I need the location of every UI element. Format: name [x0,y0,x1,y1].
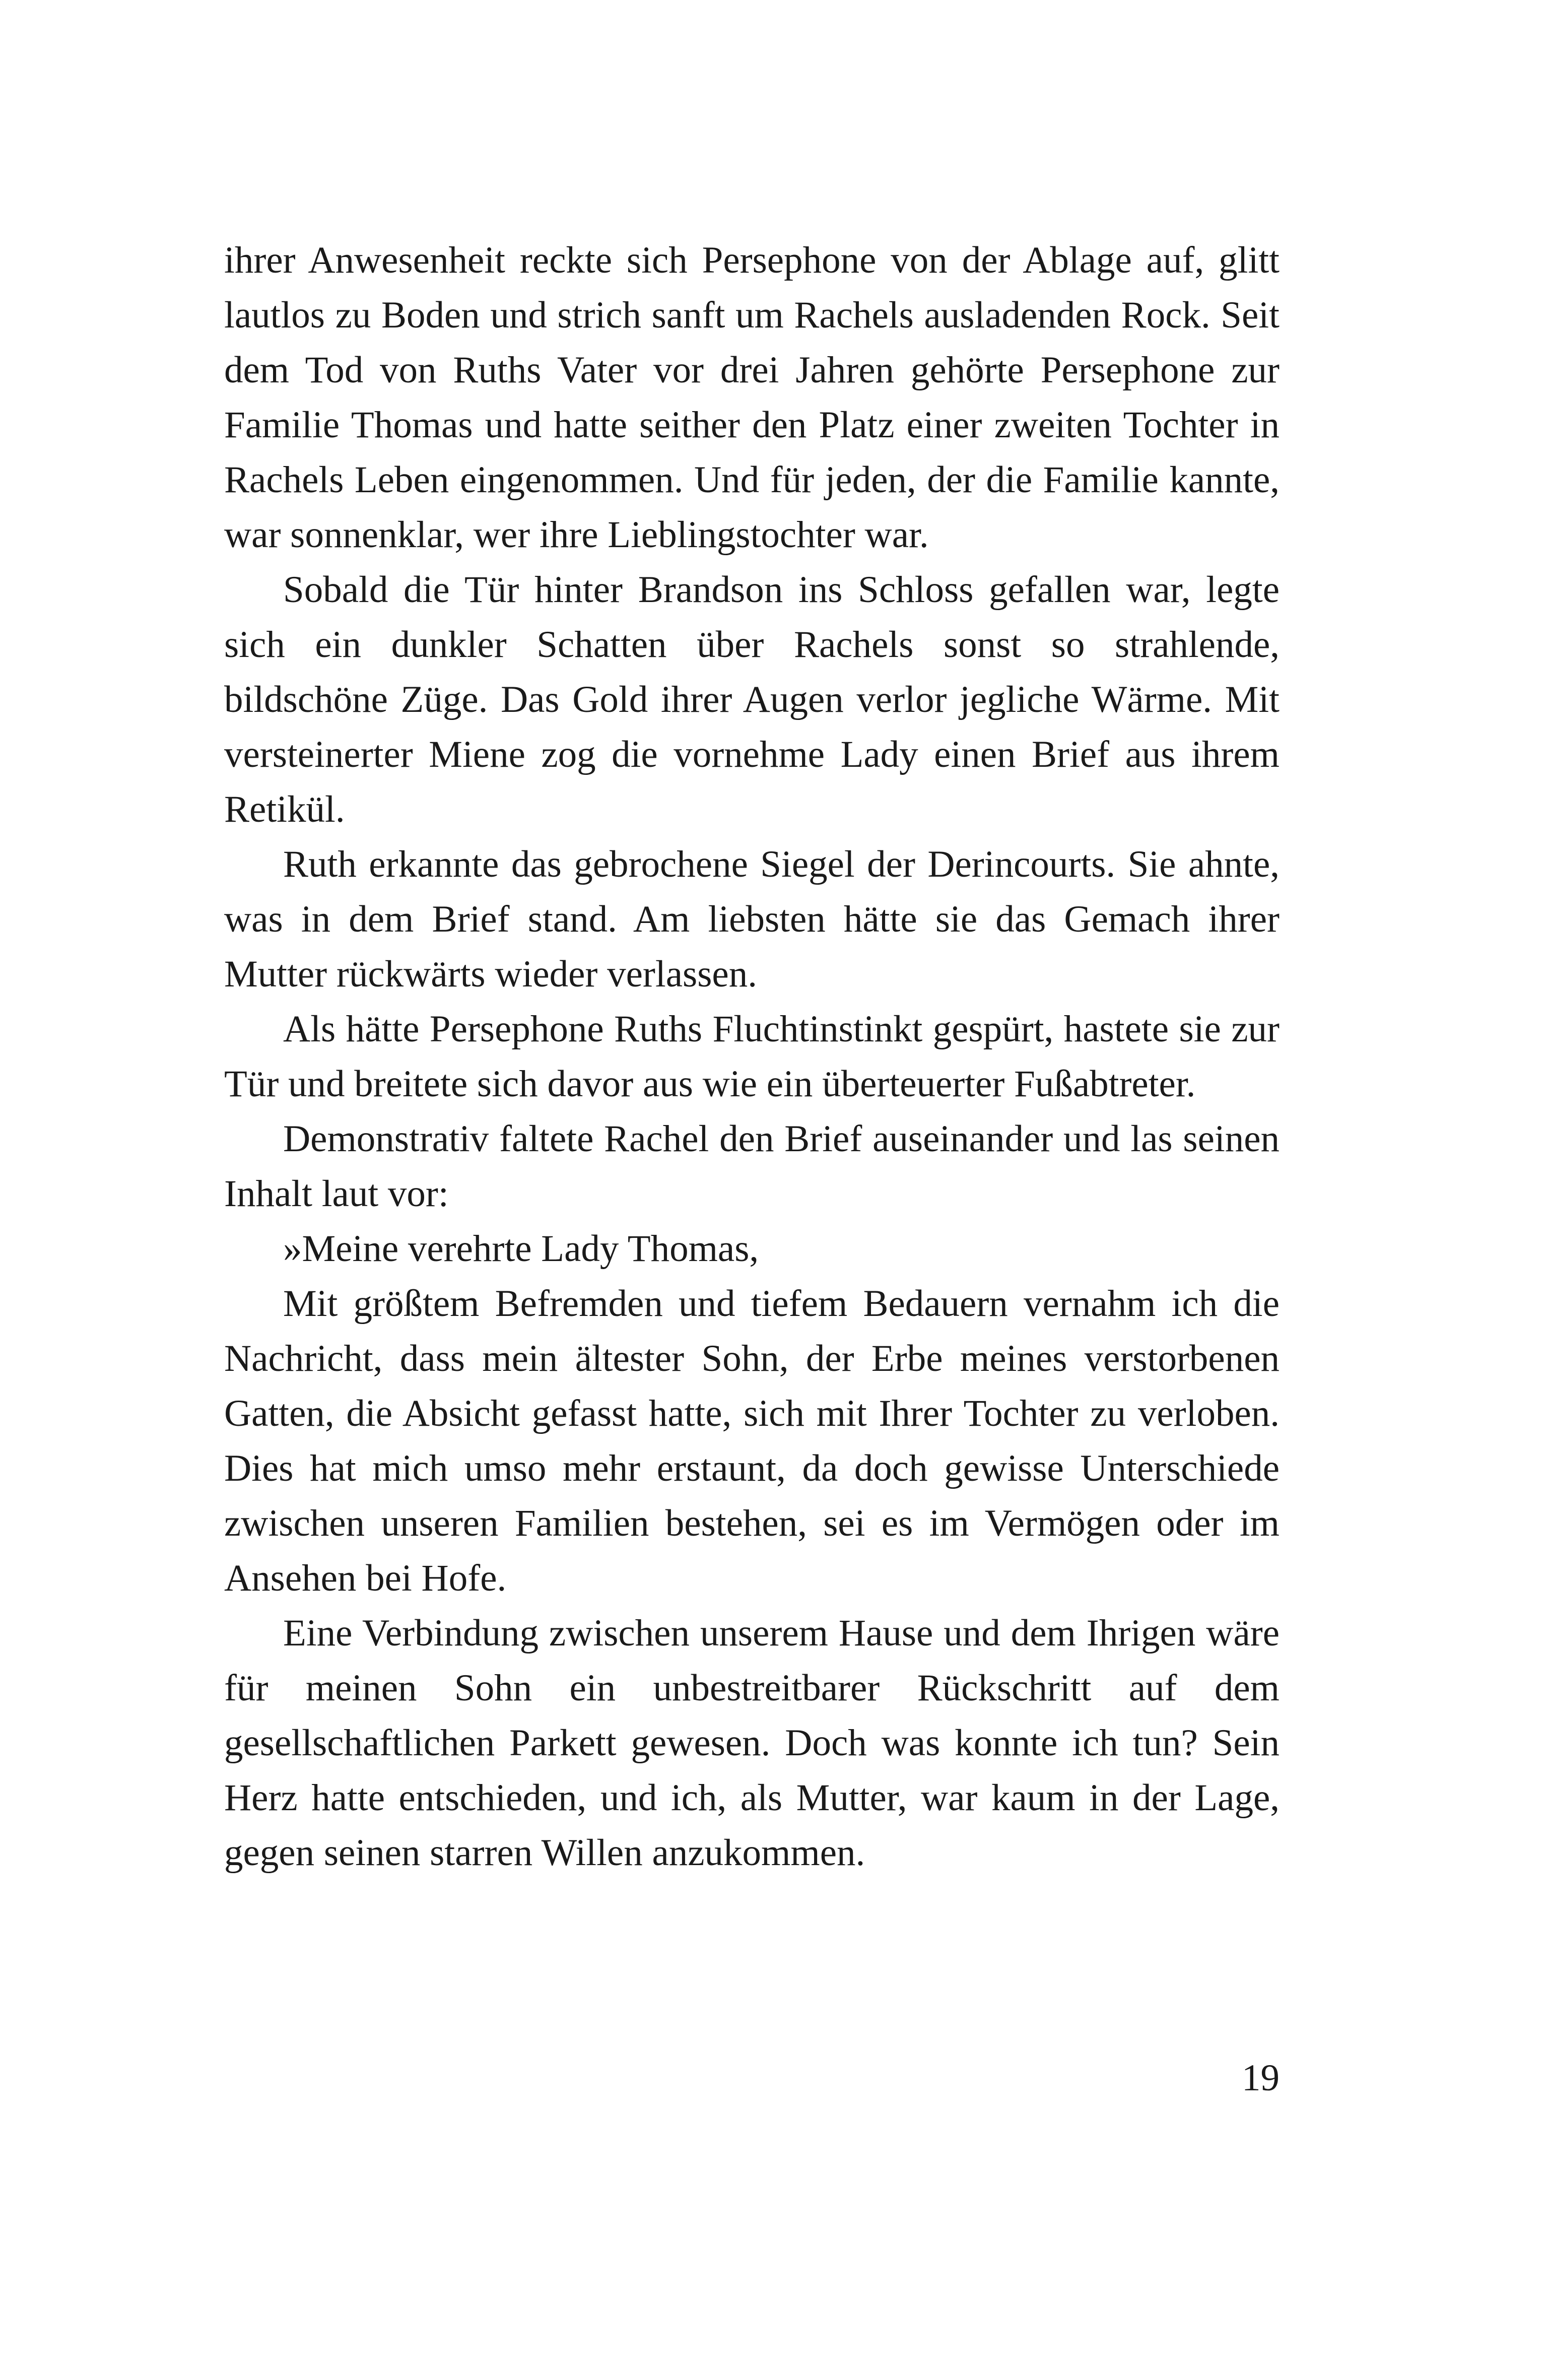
paragraph: ihrer Anwesenheit reckte sich Persephone von der Ablage auf, glitt lautlos zu Boden und strich sanft um Rachels ausladenden Rock. Seit dem Tod von Ruths Vater vor drei Jahren gehörte Persephone zur Familie Thomas und hatte seither den Platz einer zweiten Tochter in Rachels Leben eingenommen. Und für jeden, der die Familie kannte, war sonnenklar, wer ihre Lieblingstochter war. [224,239,1280,556]
paragraph: Eine Verbindung zwischen unserem Hause und dem Ihrigen wäre für meinen Sohn ein unbestreitbarer Rückschritt auf dem gesellschaftlichen Parkett gewesen. Doch was konnte ich tun? Sein Herz hatte entschieden, und ich, als Mutter, war kaum in der Lage, gegen seinen starren Willen anzukommen. [224,1612,1280,1874]
paragraph: Mit größtem Befremden und tiefem Bedauern vernahm ich die Nachricht, dass mein ältester Sohn, der Erbe meines verstorbenen Gatten, die Absicht gefasst hatte, sich mit Ihrer Tochter zu verloben. Dies hat mich umso mehr erstaunt, da doch gewisse Unterschiede zwischen unseren Familien bestehen, sei es im Vermögen oder im Ansehen bei Hofe. [224,1283,1280,1599]
paragraph: Sobald die Tür hinter Brandson ins Schloss gefallen war, legte sich ein dunkler Schatten über Rachels sonst so strahlende, bildschöne Züge. Das Gold ihrer Augen verlor jegliche Wärme. Mit versteinerter Miene zog die vornehme Lady einen Brief aus ihrem Retikül. [224,569,1280,830]
paragraph: Demonstrativ faltete Rachel den Brief auseinander und las seinen Inhalt laut vor: [224,1118,1280,1215]
page-number: 19 [1242,2057,1280,2099]
page-body [224,233,1280,1880]
letter-salutation: »Meine verehrte Lady Thomas, [283,1228,759,1270]
paragraph: Ruth erkannte das gebrochene Siegel der Derincourts. Sie ahnte, was in dem Brief stand. Am liebsten hätte sie das Gemach ihrer Mutter rückwärts wieder verlassen. [224,843,1280,995]
paragraph: Als hätte Persephone Ruths Fluchtinstinkt gespürt, hastete sie zur Tür und breitete sich davor aus wie ein überteuerter Fußabtreter. [224,1008,1280,1105]
